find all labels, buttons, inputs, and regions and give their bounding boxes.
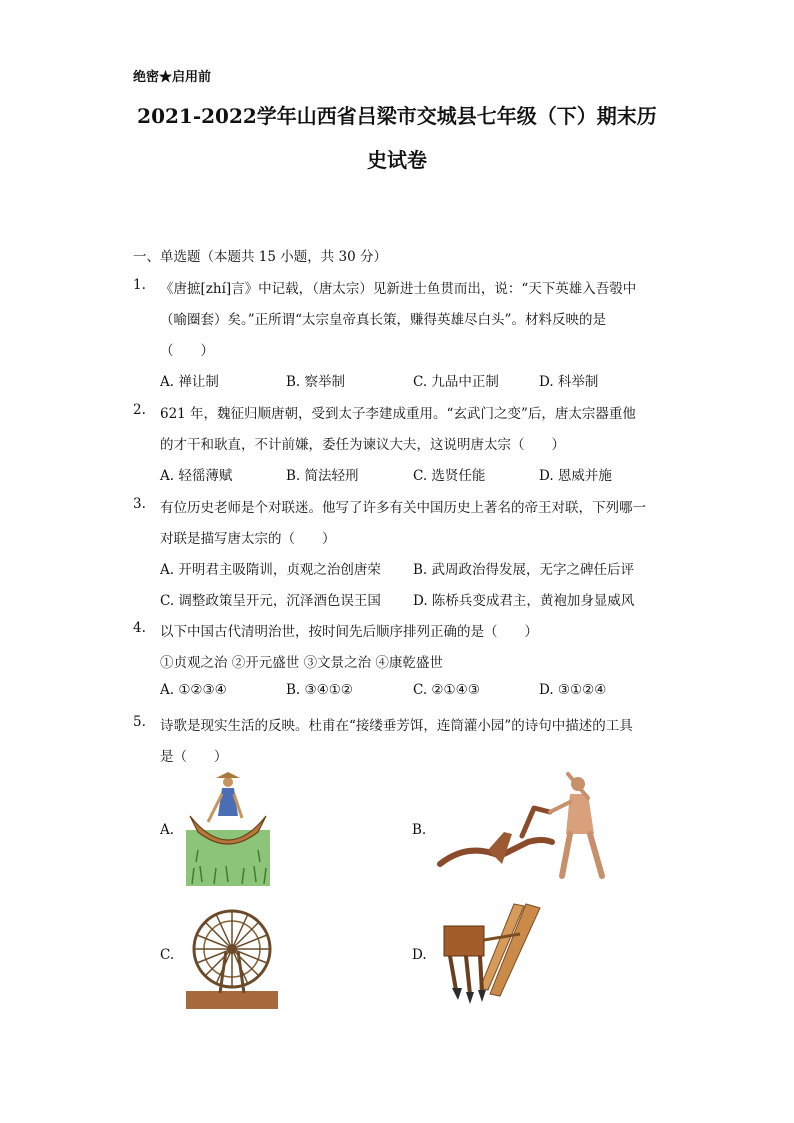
question-number: 1.: [133, 277, 146, 293]
option-b: B. 察举制: [286, 374, 346, 390]
wheel-base: [186, 991, 278, 1009]
question-text: 的才干和耿直，不计前嫌，委任为谏议大夫，这说明唐太宗（ ）: [160, 437, 565, 453]
farmer-body: [566, 794, 594, 834]
plow-share: [488, 832, 512, 864]
page-title-continued: 史试卷: [367, 148, 427, 172]
farmer-hat: [216, 772, 240, 778]
seed-box: [444, 926, 484, 956]
option-c: C. 调整政策呈开元，沉泽酒色误王国: [160, 593, 381, 609]
option-d: D. 恩威并施: [539, 468, 612, 484]
question-text: （ ）: [160, 343, 214, 359]
option-a: A. 开明君主吸隋训，贞观之治创唐荣: [160, 562, 381, 578]
farmer-head: [223, 777, 233, 787]
page-title: 2021-2022学年山西省吕梁市交城县七年级（下）期末历: [137, 104, 657, 128]
option-b: B. 武周政治得发展，无字之碑任后评: [413, 562, 635, 578]
question-text: 诗歌是现实生活的反映。杜甫在“接缕垂芳饵，连筒灌小园”的诗句中描述的工具: [160, 718, 633, 734]
option-d: D. 陈桥兵变成君主，黄袍加身显威风: [413, 593, 635, 609]
rice-seedling-boat-icon: [186, 772, 270, 886]
option-d: D. ③①②④: [539, 682, 607, 698]
question-text: 621 年，魏征归顺唐朝，受到太子李建成重用。“玄武门之变”后，唐太宗器重他: [160, 406, 636, 422]
option-d: D. 科举制: [539, 374, 599, 390]
question-text: （喻圈套）矣。”正所谓“太宗皇帝真长策，赚得英雄尽白头”。材料反映的是: [160, 312, 606, 328]
question-text: 是（ ）: [160, 749, 228, 765]
wheel-hub: [227, 944, 237, 954]
option-b: B. 简法轻刑: [286, 468, 359, 484]
question-text: 对联是描写唐太宗的（ ）: [160, 531, 336, 547]
option-a: A. ①②③④: [160, 682, 227, 698]
option-c: C. 九品中正制: [413, 374, 499, 390]
option-c: C. 选贤任能: [413, 468, 486, 484]
section-heading: 一、单选题（本题共 15 小题，共 30 分）: [133, 249, 388, 265]
question-text: ①贞观之治 ②开元盛世 ③文景之治 ④康乾盛世: [160, 655, 443, 671]
question-text: 有位历史老师是个对联迷。他写了许多有关中国历史上著名的帝王对联，下列哪一: [160, 500, 646, 516]
question-text: 以下中国古代清明治世，按时间先后顺序排列正确的是（ ）: [160, 624, 538, 640]
plow-handle: [522, 808, 550, 836]
option-b: B. ③④①②: [286, 682, 353, 698]
farmer-body: [218, 788, 238, 816]
option-a: A. 轻徭薄赋: [160, 468, 233, 484]
question-number: 2.: [133, 402, 146, 418]
question-number: 4.: [133, 620, 146, 636]
option-c: C.: [160, 947, 175, 963]
question-number: 5.: [133, 714, 146, 730]
option-a: A. 禅让制: [160, 374, 219, 390]
option-d: D.: [412, 947, 427, 963]
plow-farmer-icon: [438, 772, 610, 880]
option-c: C. ②①④③: [413, 682, 480, 698]
option-b: B.: [412, 822, 427, 838]
farmer-legs: [562, 834, 602, 876]
question-text: 《唐摭[zhí]言》中记载，（唐太宗）见新进士鱼贯而出，说：“天下英雄入吾彀中: [160, 281, 637, 297]
secret-label: 绝密★启用前: [133, 70, 212, 85]
question-number: 3.: [133, 496, 146, 512]
tongche-waterwheel-icon: [186, 905, 278, 1009]
option-a: A.: [160, 822, 175, 838]
seed-drill-icon: [436, 900, 546, 1004]
